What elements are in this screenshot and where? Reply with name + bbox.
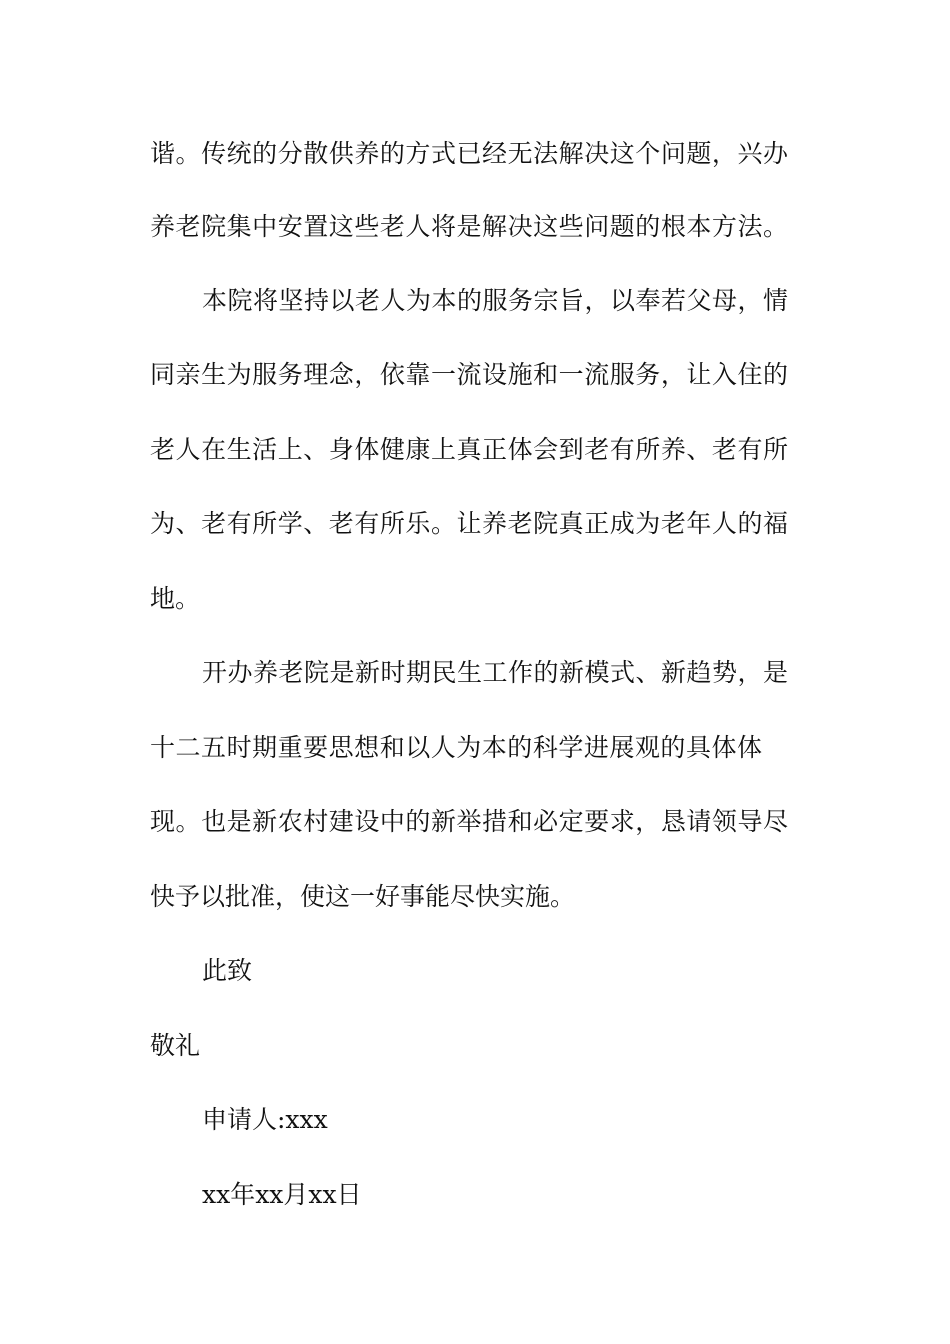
body-line-7: 地。 xyxy=(150,584,201,613)
body-line-9: 十二五时期重要思想和以人为本的科学进展观的具体体 xyxy=(150,733,762,762)
body-line-3: 本院将坚持以老人为本的服务宗旨，以奉若父母，情 xyxy=(202,286,788,315)
body-line-11: 快予以批准，使这一好事能尽快实施。 xyxy=(150,882,576,911)
body-line-10: 现。也是新农村建设中的新举措和必定要求，恳请领导尽 xyxy=(150,807,788,836)
closing-text: 此致 xyxy=(202,956,253,985)
body-line-2: 养老院集中安置这些老人将是解决这些问题的根本方法。 xyxy=(150,212,788,241)
salutation-text: 敬礼 xyxy=(150,1031,201,1060)
body-line-4: 同亲生为服务理念，依靠一流设施和一流服务，让入住的 xyxy=(150,360,788,389)
applicant-text: 申请人:xxx xyxy=(202,1105,328,1134)
body-line-1: 谐。传统的分散供养的方式已经无法解决这个问题，兴办 xyxy=(150,139,788,168)
date-text: xx年xx月xx日 xyxy=(202,1180,362,1209)
body-line-8: 开办养老院是新时期民生工作的新模式、新趋势，是 xyxy=(202,658,788,687)
body-line-5: 老人在生活上、身体健康上真正体会到老有所养、老有所 xyxy=(150,435,788,464)
body-line-6: 为、老有所学、老有所乐。让养老院真正成为老年人的福 xyxy=(150,509,788,538)
